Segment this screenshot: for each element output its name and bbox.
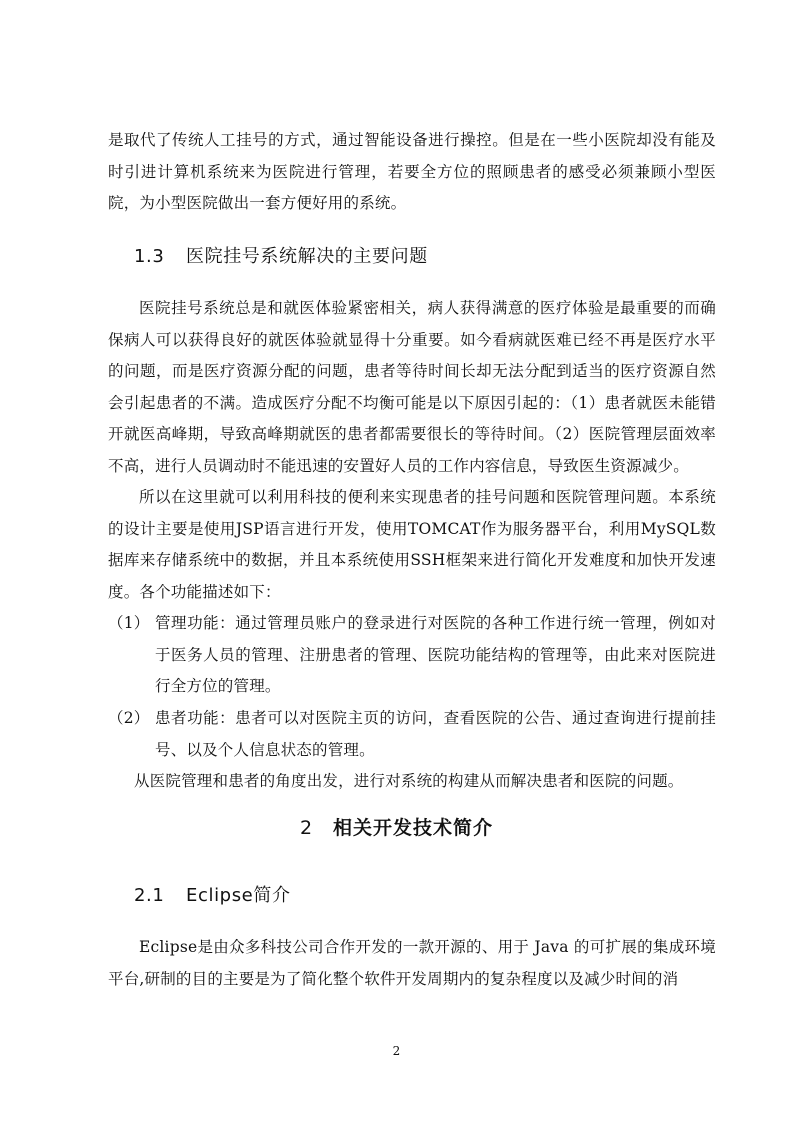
list-item xyxy=(108,703,716,766)
conclusion-paragraph: 从医院管理和患者的角度出发，进行对系统的构建从而解决患者和医院的问题。 xyxy=(134,772,684,790)
list-marker: （2） xyxy=(108,709,150,727)
body-paragraph: 所以在这里就可以利用科技的便利来实现患者的挂号问题和医院管理问题。本系统的设计主要是使用JSP语言进行开发，使用TOMCAT作为服务器平台，利用MySQL数据库来存储系统中的数据，并且本系统使用SSH框架来进行简化开发难度和加快开发速度。各个功能描述如下： xyxy=(108,488,716,601)
page-number: 2 xyxy=(392,1044,401,1058)
continuation-paragraph: 是取代了传统人工挂号的方式，通过智能设备进行操控。但是在一些小医院却没有能及时引进计算机系统来为医院进行管理，若要全方位的照顾患者的感受必须兼顾小型医院，为小型医院做出一套方便好用的系统。 xyxy=(108,131,716,212)
chapter-title: 相关开发技术简介 xyxy=(333,817,494,839)
body-paragraph: Eclipse是由众多科技公司合作开发的一款开源的、用于 Java 的可扩展的集成环境平台,研制的目的主要是为了简化整个软件开发周期内的复杂程度以及减少时间的消 xyxy=(108,938,716,988)
section-title: 医院挂号系统解决的主要问题 xyxy=(186,246,428,267)
list-marker: （1） xyxy=(108,614,150,632)
body-paragraph: 医院挂号系统总是和就医体验紧密相关，病人获得满意的医疗体验是最重要的而确保病人可以获得良好的就医体验就显得十分重要。如今看病就医难已经不再是医疗水平的问题，而是医疗资源分配的问题，患者等待时间长却无法分配到适当的医疗资源自然会引起患者的不满。造成医疗分配不均衡可能是以下原因引起的：（1）患者就医未能错开就医高峰期，导致高峰期就医的患者都需要很长的等待时间。（2）医院管理层面效率不高，进行人员调动时不能迅速的安置好人员的工作内容信息，导致医生资源减少。 xyxy=(108,299,716,475)
section-heading-2-1 xyxy=(134,884,291,908)
list-item-text: 患者功能：患者可以对医院主页的访问，查看医院的公告、通过查询进行提前挂号、以及个人信息状态的管理。 xyxy=(155,709,716,759)
list-item-text: 管理功能：通过管理员账户的登录进行对医院的各种工作进行统一管理，例如对于医务人员的管理、注册患者的管理、医院功能结构的管理等，由此来对医院进行全方位的管理。 xyxy=(155,614,716,695)
list-item xyxy=(108,608,716,703)
section-number: 1.3 xyxy=(134,246,165,267)
chapter-heading xyxy=(0,815,793,841)
chapter-number: 2 xyxy=(299,817,314,839)
section-number: 2.1 xyxy=(134,885,165,906)
section-title: Eclipse简介 xyxy=(186,885,291,906)
section-heading-1-3 xyxy=(134,245,428,269)
